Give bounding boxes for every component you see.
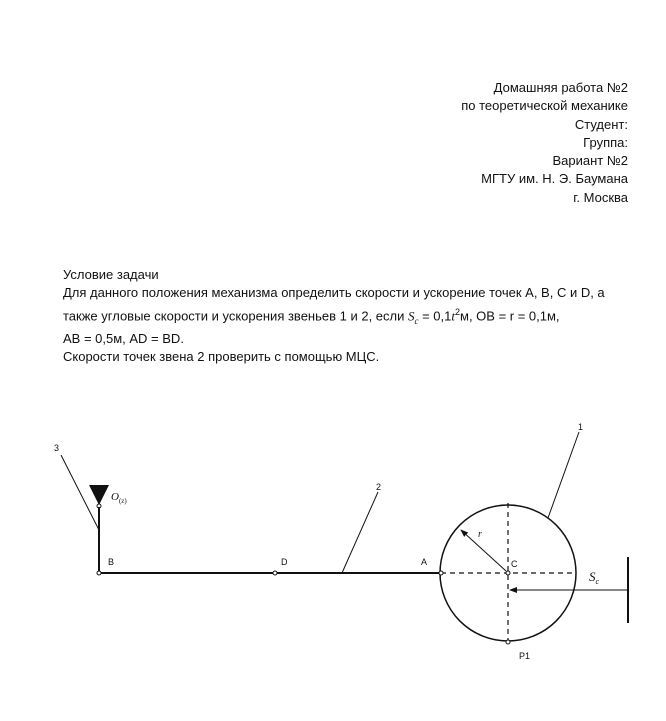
task-title: Условие задачи	[63, 267, 159, 282]
label-b: B	[108, 557, 115, 567]
header-line-student: Студент:	[574, 116, 628, 132]
point-p1	[506, 640, 510, 644]
formula-s-sub: c	[414, 315, 419, 326]
label-c: C	[511, 559, 518, 569]
label-a: A	[421, 557, 428, 567]
header-line-group: Группа:	[583, 134, 628, 150]
label-s-sub: c	[595, 577, 600, 586]
support-triangle	[89, 485, 109, 505]
label-link-2: 2	[376, 482, 382, 492]
header-line-city: г. Москва	[573, 189, 628, 205]
label-o-sub: (z)	[118, 497, 127, 505]
formula-t: t	[451, 307, 455, 323]
label-d: D	[281, 557, 288, 567]
label-o-letter: O	[111, 491, 119, 503]
label-o	[111, 491, 127, 505]
label-s-letter: S	[589, 569, 596, 584]
formula-eq: = 0,1	[418, 307, 452, 323]
joint-b	[97, 571, 101, 575]
radius-arrow	[461, 530, 506, 571]
task-line-3: AB = 0,5м, AD = BD.	[63, 330, 184, 346]
header-line-variant: Вариант №2	[552, 153, 628, 169]
formula-s: S	[407, 307, 415, 323]
label-s	[589, 569, 600, 586]
joint-a	[439, 571, 443, 575]
task-line-2-end: м, OB = r = 0,1м,	[460, 307, 560, 323]
label-link-1: 1	[578, 422, 584, 432]
header-line-work: Домашняя работа №2	[493, 80, 628, 95]
task-line-1: Для данного положения механизма определить скорости и ускорение точек A, B, C и D, а	[63, 285, 605, 301]
task-line-2-start: также угловые скорости и ускорения звеньев 1 и 2, если	[63, 307, 408, 323]
joint-c	[506, 571, 510, 575]
header-line-subject: по теоретической механике	[461, 98, 628, 114]
task-line-4: Скорости точек звена 2 проверить с помощью МЦС.	[63, 349, 380, 365]
label-p1: P1	[519, 651, 531, 661]
leader-link-1	[548, 432, 579, 518]
header-line-university: МГТУ им. Н. Э. Баумана	[481, 171, 628, 187]
leader-link-2	[342, 492, 378, 573]
formula-exp: 2	[455, 306, 461, 317]
label-r: r	[478, 529, 482, 540]
label-link-3: 3	[54, 443, 60, 453]
joint-d	[273, 571, 277, 575]
